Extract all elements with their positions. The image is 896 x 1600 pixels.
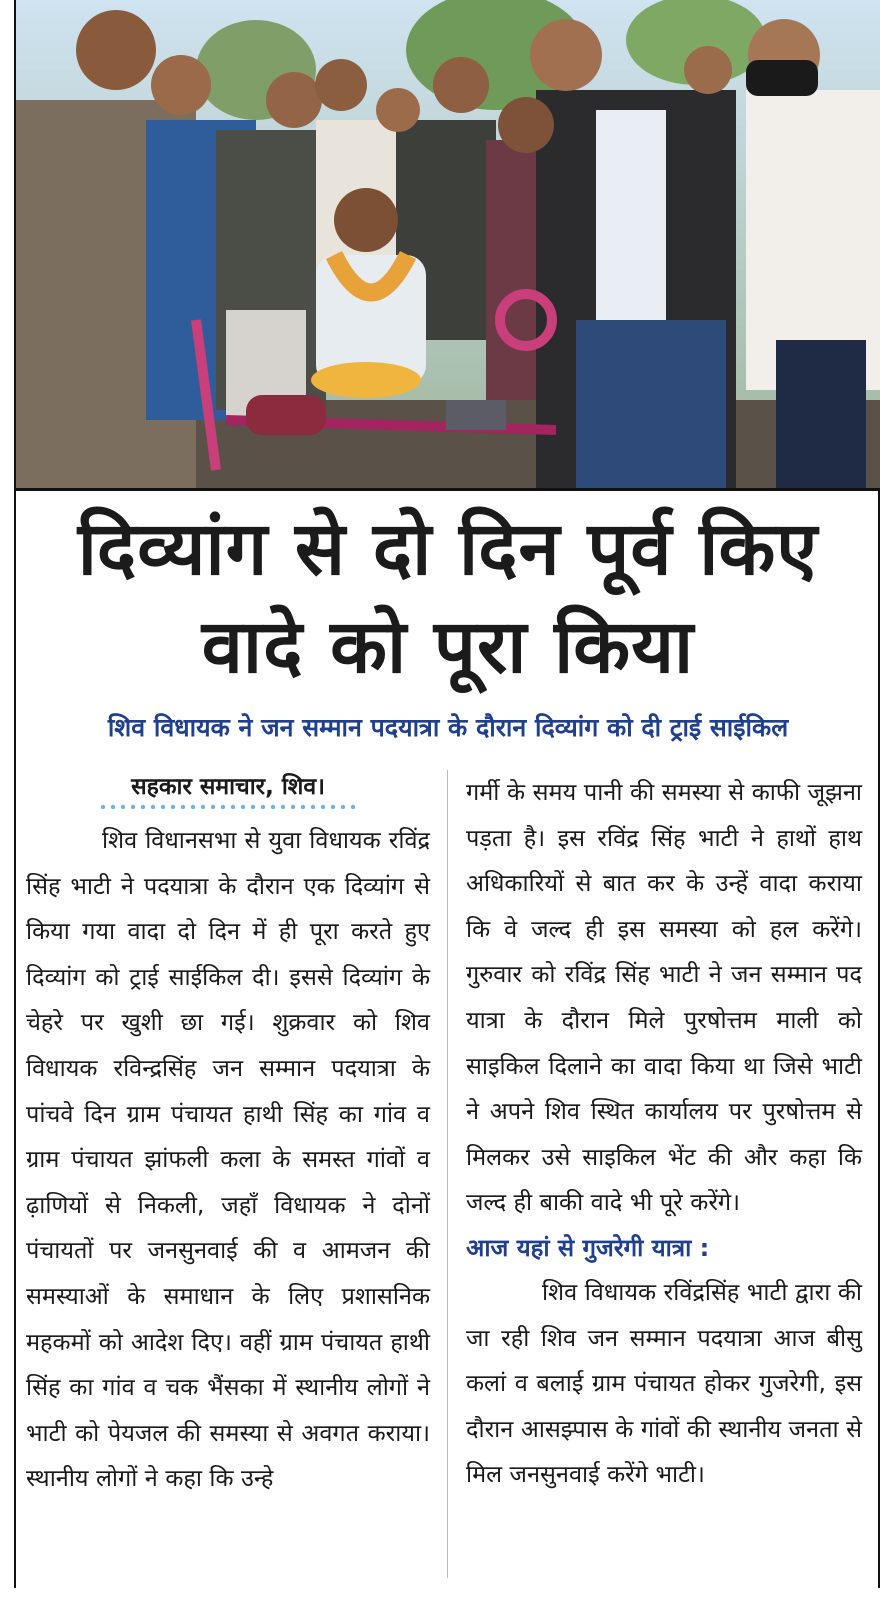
column-divider xyxy=(447,770,448,1578)
headline xyxy=(20,500,876,696)
right-column xyxy=(466,770,862,1498)
right-paragraph-2: शिव विधायक रविंद्रसिंह भाटी द्वारा की जा रही शिव जन सम्मान पदयात्रा आज बीसु कलां व बलाई ग्राम पंचायत होकर गुजरेगी, इस दौरान आसझ्पास के गांवों की स्थानीय जनता से मिल जनसुनवाई करेंगे भाटी। xyxy=(466,1277,862,1489)
byline-dotted-rule xyxy=(98,804,358,810)
left-paragraph: शिव विधानसभा से युवा विधायक रविंद्र सिंह भाटी ने पदयात्रा के दौरान एक दिव्यांग से किया गया वादा दो दिन में ही पूरा करते हुए दिव्यांग को ट्राई साईकिल दी। इससे दिव्यांग के चेहरे पर खुशी छा गई। शुक्रवार को शिव विधायक रविन्द्रसिंह जन सम्मान पदयात्रा के पांचवे दिन ग्राम पंचायत हाथी सिंह का गांव व ग्राम पंचायत झांफली कला के समस्त गांवों व ढ़ाणियों से निकली, जहाँ विधायक ने दोनों पंचायतों पर जनसुनवाई की व आमजन की समस्याओं के समाधान के लिए प्रशासनिक महकमों को आदेश दिए। वहीं ग्राम पंचायत हाथी सिंह का गांव व चक भैंसका में स्थानीय लोगों ने भाटी को पेयजल की समस्या से अवगत कराया। स्थानीय लोगों ने कहा कि उन्हे xyxy=(26,826,430,1493)
news-photo-icon xyxy=(16,0,880,488)
subheadline: शिव विधायक ने जन सम्मान पदयात्रा के दौरान दिव्यांग को दी ट्राई साईकिल xyxy=(107,713,789,742)
headline-line-1: दिव्यांग से दो दिन पूर्व किए xyxy=(77,506,819,592)
footer-strip xyxy=(0,1588,896,1600)
news-photo xyxy=(16,0,880,491)
section-subheading: आज यहां से गुजरेगी यात्रा : xyxy=(466,1233,710,1262)
left-column xyxy=(26,770,430,1502)
right-paragraph-1: गर्मी के समय पानी की समस्या से काफी जूझना पड़ता है। इस रविंद्र सिंह भाटी ने हाथों हाथ अधिकारियों से बात कर के उन्हें वादा कराया कि वे जल्द ही इस समस्या को हल करेंगे। गुरुवार को रविंद्र सिंह भाटी ने जन सम्मान पद यात्रा के दौरान मिले पुरषोत्तम माली को साइकिल दिलाने का वादा किया था जिसे भाटी ने अपने शिव स्थित कार्यालय पर पुरषोत्तम से मिलकर उसे साइकिल भेंट की और कहा कि जल्द ही बाकी वादे भी पूरे करेंगे। xyxy=(466,778,862,1217)
byline: सहकार समाचार, शिव। xyxy=(131,774,325,800)
headline-line-2: वादे को पूरा किया xyxy=(201,604,695,690)
